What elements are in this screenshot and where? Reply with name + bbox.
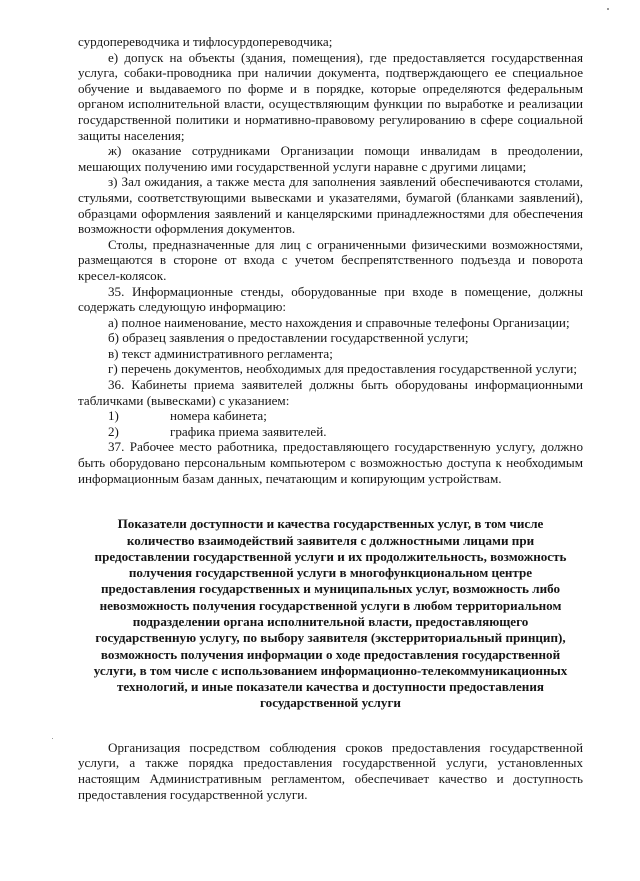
list-number: 1) [108,408,119,424]
paragraph-item-b: б) образец заявления о предоставлении государственной услуги; [108,330,469,346]
paragraph-item-e: е) допуск на объекты (здания, помещения), где предоставляется государственная услуга, собаки-проводника при наличии документа, подтверждающего ее специальное обучение и выдаваемого по форме и в порядке, которые определяются федеральным органом исполнительной власти, осуществляющим функции по выработке и реализации государственной политики и нормативно-правовому регулированию в сфере социальной защиты населения; [78,49,583,143]
list-text: графика приема заявителей. [170,423,327,439]
list-item [78,424,583,440]
paragraph-37: 37. Рабочее место работника, предоставляющего государственную услугу, должно быть оборудовано персональным компьютером с возможностью доступа к необходимым информационным базам данных, печатающим и копирующим устройствам. [78,439,583,486]
scan-speck [52,738,53,739]
paragraph-final: Организация посредством соблюдения сроков предоставления государственной услуги, а также порядка предоставления государственной услуги, установленных настоящим Административным регламентом, обеспечивает качество и доступность предоставления государственной услуги. [78,739,583,802]
list-text: номера кабинета; [170,408,267,424]
paragraph-36: 36. Кабинеты приема заявителей должны быть оборудованы информационными табличками (вывесками) с указанием: [78,377,583,408]
document-page [78,34,583,802]
list-number: 2) [108,423,119,439]
paragraph-tables: Столы, предназначенные для лиц с ограниченными физическими возможностями, размещаются в стороне от входа с учетом беспрепятственного подъезда и поворота кресел-колясок. [78,236,583,283]
scan-speck [607,8,609,10]
paragraph-item-zh: ж) оказание сотрудниками Организации помощи инвалидам в преодолении, мешающих получению ими государственной услуги наравне с другими лицами; [78,143,583,174]
section-heading: Показатели доступности и качества государственных услуг, в том числе количество взаимодействий заявителя с должностными лицами при предоставлении государственной услуги и их продолжительность, возможность получения государственной услуги в многофункциональном центре предоставления государственных и муниципальных услуг, возможность либо невозможность получения государственной услуги в любом территориальном подразделении органа исполнительной власти, предоставляющего государственную услугу, по выбору заявителя (экстерриториальный принцип), возможность получения информации о ходе предоставления государственной услуги, в том числе с использованием информационно-телекоммуникационных технологий, и иные показатели качества и доступности предоставления государственной услуги [93,516,568,711]
paragraph-35: 35. Информационные стенды, оборудованные при входе в помещение, должны содержать следующую информацию: [78,283,583,315]
paragraph-item-z: з) Зал ожидания, а также места для заполнения заявлений обеспечиваются столами, стульями, соответствующими вывесками и указателями, бумагой (бланками заявлений), образцами оформления заявлений и канцелярскими принадлежностями для обеспечения возможности оформления документов. [78,174,583,237]
list-item [78,408,583,424]
paragraph-item-a: а) полное наименование, место нахождения и справочные телефоны Организации; [108,314,570,330]
paragraph: сурдопереводчика и тифлосурдопереводчика; [78,34,333,49]
paragraph-item-g: г) перечень документов, необходимых для предоставления государственной услуги; [108,361,577,377]
paragraph-item-v: в) текст административного регламента; [108,345,333,361]
